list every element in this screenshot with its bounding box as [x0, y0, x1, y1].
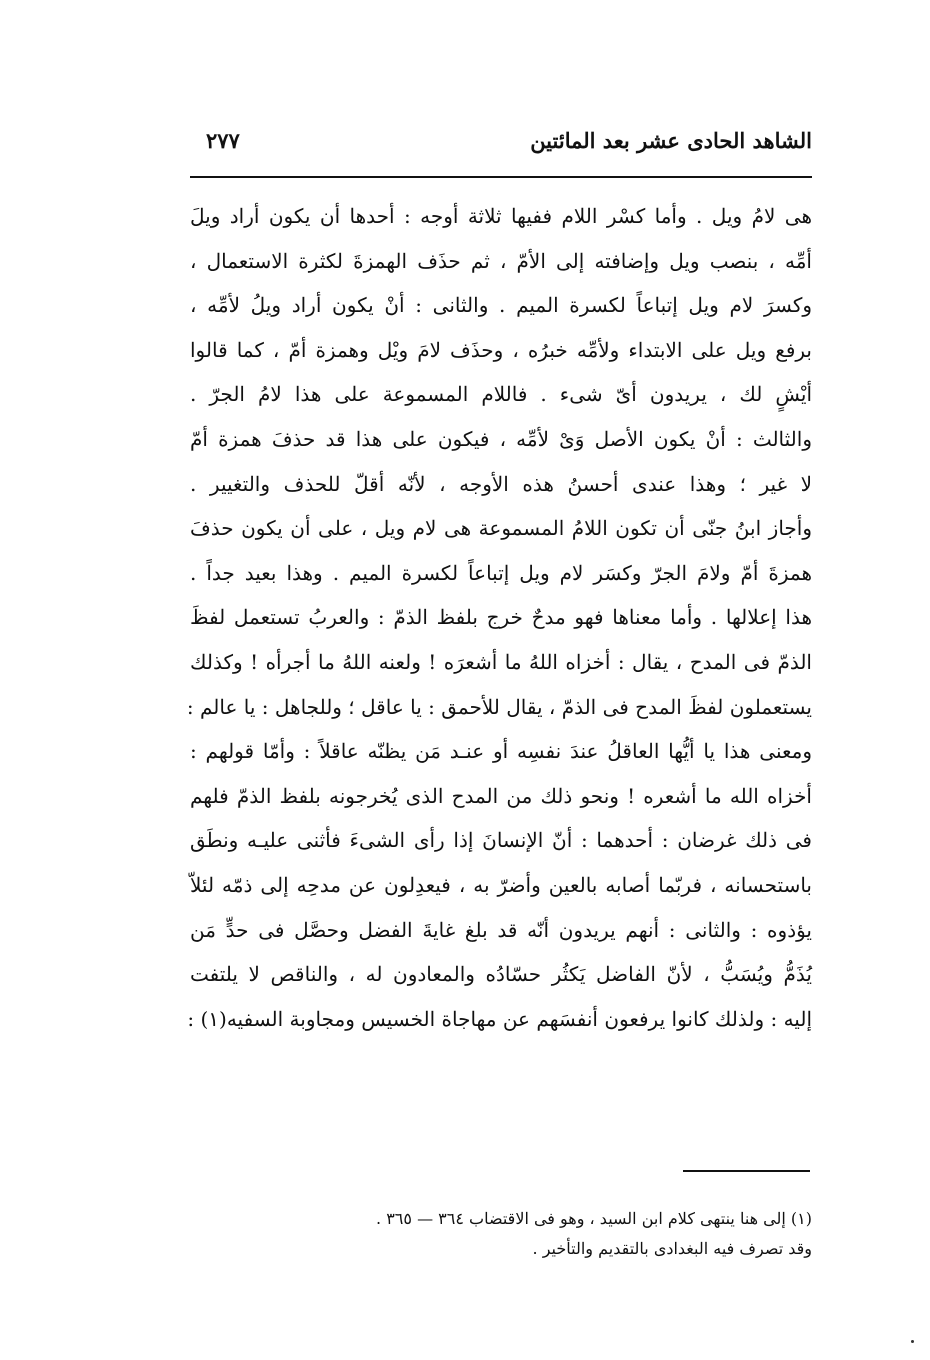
text-line: يستعملون لفظَ المدح فى الذمّ ، يقال للأحمق : يا عاقل ؛ وللجاهل : يا عالم : — [186, 694, 812, 719]
text-line: وأجاز ابنُ جنّى أن تكون اللامُ المسموعة هى لام ويل ، على أن يكون حذفَ — [190, 516, 812, 541]
text-line: أيْشٍ لك ، يريدون أىّ شىء . فاللام المسموعة على هذا لامُ الجرّ . — [190, 382, 812, 407]
page-number: ٢٧٧ — [206, 128, 240, 153]
text-line: إليه : ولذلك كانوا يرفعون أنفسَهم عن مهاجاة الخسيس ومجاوبة السفيه(١) : — [187, 1006, 812, 1031]
text-line: ومعنى هذا يا أيُّها العاقلُ عندَ نفسِه أو عنـد مَن يظنّه عاقلاً : وأمّا قولهم : — [190, 739, 812, 764]
header-divider — [190, 176, 812, 178]
page-header — [190, 128, 812, 162]
text-line: أمِّه ، بنصب ويل وإضافته إلى الأمّ ، ثم حذَف الهمزةَ لكثرة الاستعمال ، — [190, 248, 812, 273]
text-line: همزةَ أمّ ولامَ الجرّ وكسَر لام ويل إتباعاً لكسرة الميم . وهذا بعيد جداً . — [190, 560, 812, 585]
footnote-divider — [683, 1170, 810, 1172]
footnotes — [190, 1204, 812, 1264]
footnote-line: وقد تصرف فيه البغدادى بالتقديم والتأخير . — [532, 1239, 812, 1258]
text-line: هذا إعلالها . وأما معناها فهو مدحٌ خرج بلفظ الذمّ : والعربُ تستعمل لفظَ — [190, 605, 812, 630]
text-line: يُذَمُّ ويُسَبُّ ، لأنّ الفاضل يَكثُر حسّادُه والمعادون له ، والناقص لا يلتفت — [190, 962, 812, 987]
text-line: وكسرَ لام ويل إتباعاً لكسرة الميم . والثانى : أنْ يكون أراد ويلُ لأمِّه ، — [190, 293, 812, 318]
text-line: الذمّ فى المدح ، يقال : أخزاه اللهُ ما أشعرَه ! ولعنه اللهُ ما أجرأه ! وكذلك — [190, 649, 812, 674]
text-line: لا غير ؛ وهذا عندى أحسنُ هذه الأوجه ، لأنّه أقلّ للحذف والتغيير . — [190, 471, 812, 496]
text-line: هى لامُ ويل . وأما كسْر اللام ففيها ثلاثة أوجه : أحدها أن يكون أراد ويلَ — [190, 204, 812, 228]
footnote-line: (١) إلى هنا ينتهى كلام ابن السيد ، وهو فى الاقتضاب ٣٦٤ — ٣٦٥ . — [376, 1209, 812, 1228]
text-line: أخزاه الله ما أشعره ! ونحو ذلك من المدح الذى يُخرجونه بلفظ الذمّ فلهم — [190, 783, 812, 808]
text-line: يؤذوه : والثانى : أنهم يريدون أنّه قد بلغ غايةَ الفضل وحصَّل فى حدٍّ مَن — [190, 917, 812, 942]
text-line: باستحسانه ، فربّما أصابه بالعين وأضرّ به ، فيعدِلون عن مدحِه إلى ذمّه لئلاّ — [190, 872, 812, 897]
text-line: برفع ويل على الابتداء ولأمِّه خبرُه ، وحذَف لامَ ويْل وهمزة أمّ ، كما قالوا — [190, 337, 812, 362]
running-title: الشاهد الحادى عشر بعد المائتين — [530, 128, 812, 153]
main-text — [186, 194, 812, 1041]
text-line: والثالث : أنْ يكون الأصل وَىْ لأمِّه ، فيكون على هذا قد حذفَ همزة أمّ — [190, 426, 812, 451]
text-line: فى ذلك غرضان : أحدهما : أنّ الإنسانَ إذا رأى الشىءَ فأثنى عليـه ونطَق — [190, 828, 812, 853]
scan-speck — [911, 1340, 914, 1343]
